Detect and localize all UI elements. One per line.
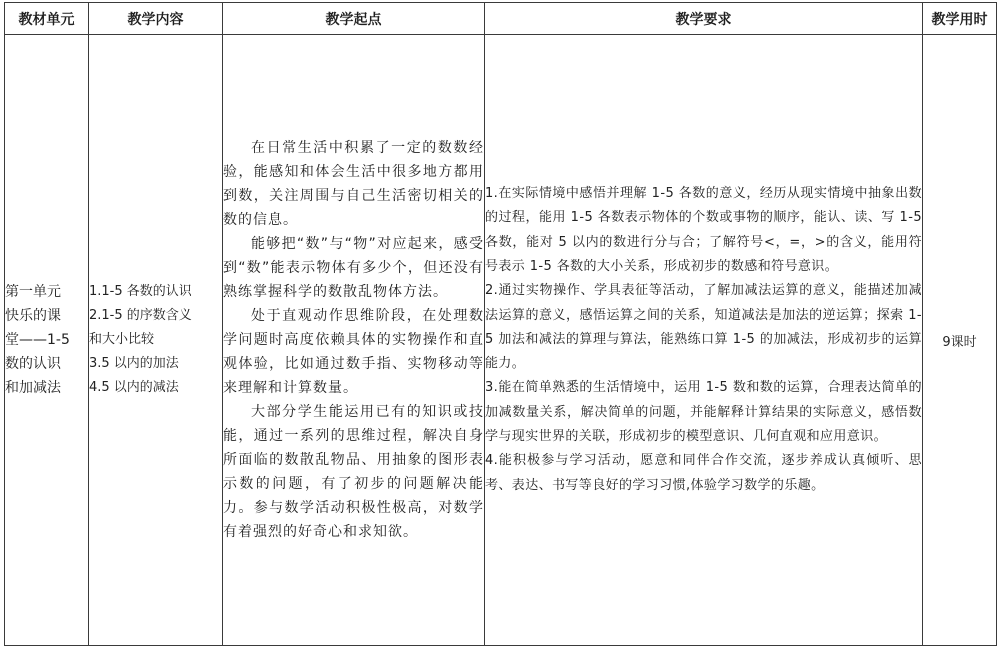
- content-item: 1.1-5 各数的认识: [89, 284, 192, 299]
- content-cell: [89, 35, 223, 646]
- header-starting-point: 教学起点: [223, 3, 485, 35]
- content-item: 2.1-5 的序数含义: [89, 308, 192, 323]
- unit-cell: [5, 35, 89, 646]
- starting-point-paragraph: 大部分学生能运用已有的知识或技能，通过一系列的思维过程，解决自身所面临的数散乱物品、用抽象的图形表示数的问题，有了初步的问题解决能力。参与数学活动积极性极高，对数学有着强烈的好奇心和求知欲。: [223, 404, 484, 540]
- header-content: 教学内容: [89, 3, 223, 35]
- requirement-item: 4.能积极参与学习活动，愿意和同伴合作交流，逐步养成认真倾听、思考、表达、书写等良好的学习习惯,体验学习数学的乐趣。: [485, 453, 922, 493]
- requirement-item: 3.能在简单熟悉的生活情境中，运用 1-5 数和数的运算，合理表达简单的加减数量关系，解决简单的问题，并能解释计算结果的实际意义，感悟数学与现实世界的关联，形成初步的模型意识、几何直观和应用意识。: [485, 380, 922, 445]
- starting-point-cell: [223, 35, 485, 646]
- requirement-item: 2.通过实物操作、学具表征等活动，了解加减法运算的意义，能描述加减法运算的意义，感悟运算之间的关系，知道减法是加法的逆运算；探索 1-5 加法和减法的算理与算法，能熟练口算 1-5 的加减法，形成初步的运算能力。: [485, 283, 922, 372]
- unit-line: 堂——1-5: [5, 332, 70, 348]
- unit-line: 数的认识: [5, 356, 61, 372]
- unit-line: 和加减法: [5, 380, 61, 396]
- starting-point-paragraph: 能够把“数”与“物”对应起来，感受到“数”能表示物体有多少个，但还没有熟练掌握科学的数散乱物体方法。: [223, 236, 484, 300]
- starting-point-paragraph: 处于直观动作思维阶段，在处理数学问题时高度依赖具体的实物操作和直观体验，比如通过数手指、实物移动等来理解和计算数量。: [223, 308, 484, 396]
- header-requirements: 教学要求: [485, 3, 923, 35]
- content-item: 3.5 以内的加法: [89, 356, 179, 371]
- unit-line: 快乐的课: [5, 308, 61, 324]
- hours-cell: 9课时: [923, 35, 997, 646]
- header-hours: 教学用时: [923, 3, 997, 35]
- teaching-plan-table: [4, 2, 997, 646]
- table-row: [5, 35, 997, 646]
- header-unit: 教材单元: [5, 3, 89, 35]
- requirements-cell: [485, 35, 923, 646]
- starting-point-paragraph: 在日常生活中积累了一定的数数经验，能感知和体会生活中很多地方都用到数，关注周围与自己生活密切相关的数的信息。: [223, 140, 484, 228]
- header-row: [5, 3, 997, 35]
- content-item: 和大小比较: [89, 332, 155, 347]
- unit-line: 第一单元: [5, 284, 61, 300]
- requirement-item: 1.在实际情境中感悟并理解 1-5 各数的意义，经历从现实情境中抽象出数的过程，能用 1-5 各数表示物体的个数或事物的顺序，能认、读、写 1-5 各数，能对 5 以内的数进行分与合；了解符号<，=，>的含义，能用符号表示 1-5 各数的大小关系，形成初步的数感和符号意识。: [485, 186, 922, 274]
- content-item: 4.5 以内的减法: [89, 380, 179, 395]
